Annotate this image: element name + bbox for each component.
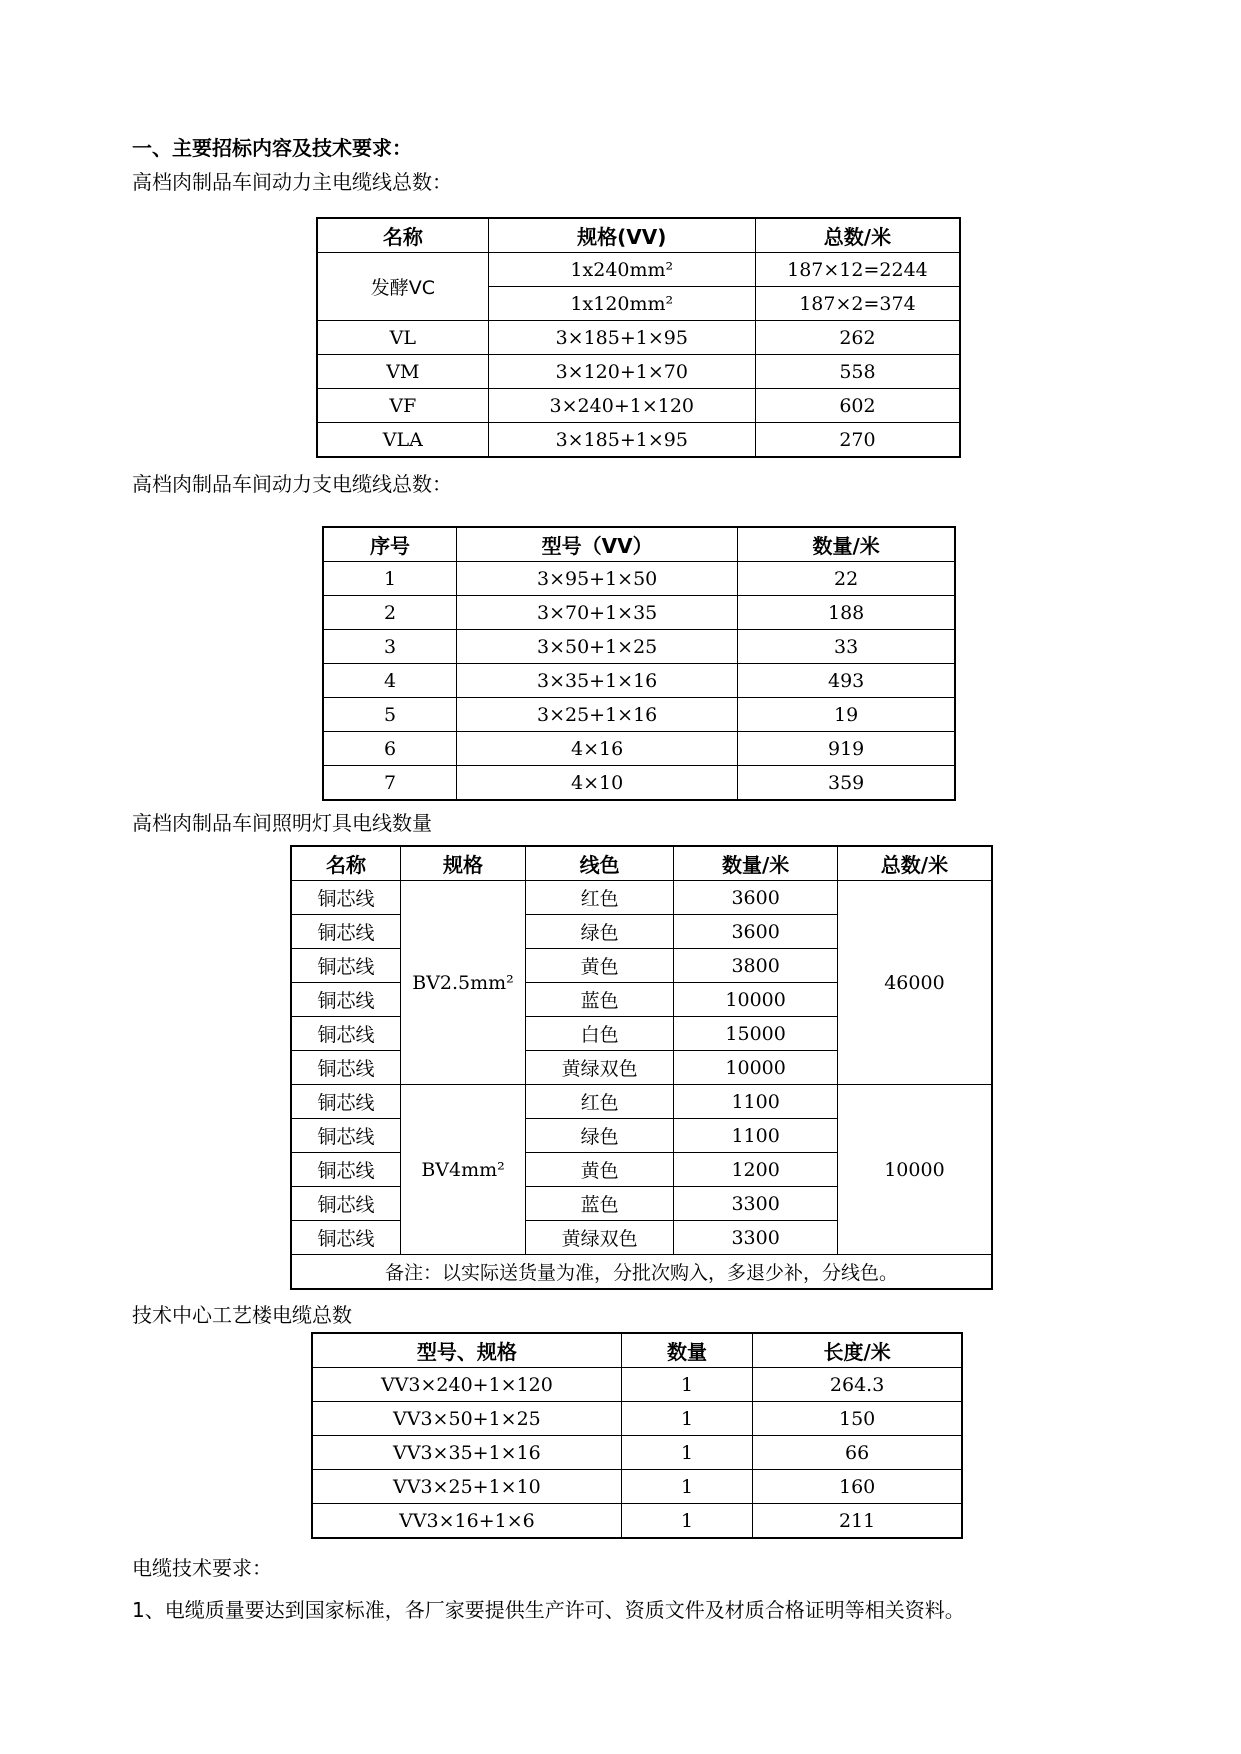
spec-cell: 3×240+1×120 [488, 389, 755, 423]
name-cell: 铜芯线 [291, 983, 401, 1017]
main-cable-table [316, 217, 961, 458]
section-heading: 一、主要招标内容及技术要求： [132, 136, 412, 160]
header-qty: 数量 [621, 1333, 752, 1368]
qty-cell: 919 [738, 732, 955, 766]
table-row [317, 253, 960, 287]
name-cell: 铜芯线 [291, 1153, 401, 1187]
color-cell: 蓝色 [525, 1187, 673, 1221]
name-cell: 铜芯线 [291, 949, 401, 983]
color-cell: 黄色 [525, 949, 673, 983]
qty-cell: 33 [738, 630, 955, 664]
qty-cell: 22 [738, 562, 955, 596]
table-row [317, 389, 960, 423]
color-cell: 黄绿双色 [525, 1221, 673, 1255]
qty-cell: 1 [621, 1504, 752, 1539]
name-cell: 铜芯线 [291, 1221, 401, 1255]
color-cell: 绿色 [525, 915, 673, 949]
qty-cell: 10000 [674, 983, 838, 1017]
qty-cell: 3300 [674, 1221, 838, 1255]
table-row [317, 423, 960, 458]
table-row [323, 562, 955, 596]
qty-cell: 1 [621, 1470, 752, 1504]
header-model: 型号、规格 [312, 1333, 621, 1368]
note-row [291, 1255, 992, 1290]
no-cell: 2 [323, 596, 457, 630]
table-row [323, 664, 955, 698]
total-cell: 187×2=374 [755, 287, 960, 321]
color-cell: 绿色 [525, 1119, 673, 1153]
length-cell: 264.3 [753, 1368, 962, 1402]
model-cell: VV3×35+1×16 [312, 1436, 621, 1470]
model-cell: 3×35+1×16 [457, 664, 738, 698]
spec-cell: 3×185+1×95 [488, 423, 755, 458]
no-cell: 5 [323, 698, 457, 732]
table-row [312, 1368, 962, 1402]
model-cell: 3×25+1×16 [457, 698, 738, 732]
note-cell: 备注：以实际送货量为准，分批次购入，多退少补，分线色。 [291, 1255, 992, 1290]
name-cell: 铜芯线 [291, 1187, 401, 1221]
header-total: 总数/米 [837, 846, 992, 881]
header-name: 名称 [317, 218, 488, 253]
table-header-row [317, 218, 960, 253]
no-cell: 6 [323, 732, 457, 766]
length-cell: 211 [753, 1504, 962, 1539]
tech-item-1: 1、电缆质量要达到国家标准，各厂家要提供生产许可、资质文件及材质合格证明等相关资料。 [132, 1598, 965, 1622]
table-row [312, 1402, 962, 1436]
total-cell: 262 [755, 321, 960, 355]
qty-cell: 3300 [674, 1187, 838, 1221]
spec-cell: BV4mm² [401, 1085, 526, 1255]
model-cell: 4×10 [457, 766, 738, 801]
qty-cell: 1100 [674, 1085, 838, 1119]
total-cell: 46000 [837, 881, 992, 1085]
name-cell: VLA [317, 423, 488, 458]
no-cell: 3 [323, 630, 457, 664]
group-name-cell: 发酵VC [317, 253, 488, 321]
tech-heading: 电缆技术要求： [132, 1556, 272, 1580]
lighting-wire-table [290, 845, 993, 1290]
table-row [312, 1436, 962, 1470]
qty-cell: 1100 [674, 1119, 838, 1153]
header-qty: 数量/米 [674, 846, 838, 881]
length-cell: 66 [753, 1436, 962, 1470]
model-cell: VV3×16+1×6 [312, 1504, 621, 1539]
table4-caption: 技术中心工艺楼电缆总数 [132, 1303, 352, 1327]
no-cell: 7 [323, 766, 457, 801]
table-row [317, 321, 960, 355]
color-cell: 黄色 [525, 1153, 673, 1187]
model-cell: 4×16 [457, 732, 738, 766]
table-row [323, 596, 955, 630]
table-row [323, 732, 955, 766]
table-row [312, 1504, 962, 1539]
table2-caption: 高档肉制品车间动力支电缆线总数： [132, 472, 452, 496]
name-cell: VM [317, 355, 488, 389]
header-spec: 规格(VV) [488, 218, 755, 253]
model-cell: 3×50+1×25 [457, 630, 738, 664]
name-cell: 铜芯线 [291, 1017, 401, 1051]
qty-cell: 359 [738, 766, 955, 801]
color-cell: 红色 [525, 881, 673, 915]
name-cell: 铜芯线 [291, 1119, 401, 1153]
header-no: 序号 [323, 527, 457, 562]
tech-center-cable-table [311, 1332, 963, 1539]
spec-cell: BV2.5mm² [401, 881, 526, 1085]
table-header-row [312, 1333, 962, 1368]
qty-cell: 3600 [674, 915, 838, 949]
name-cell: 铜芯线 [291, 1051, 401, 1085]
table1-caption: 高档肉制品车间动力主电缆线总数： [132, 170, 452, 194]
header-qty: 数量/米 [738, 527, 955, 562]
table-row [291, 1085, 992, 1119]
name-cell: 铜芯线 [291, 1085, 401, 1119]
branch-cable-table [322, 526, 956, 801]
spec-cell: 3×185+1×95 [488, 321, 755, 355]
model-cell: 3×95+1×50 [457, 562, 738, 596]
table3-caption: 高档肉制品车间照明灯具电线数量 [132, 811, 432, 835]
table-row [312, 1470, 962, 1504]
total-cell: 270 [755, 423, 960, 458]
qty-cell: 3600 [674, 881, 838, 915]
table-row [323, 698, 955, 732]
table-header-row [291, 846, 992, 881]
name-cell: VF [317, 389, 488, 423]
no-cell: 1 [323, 562, 457, 596]
spec-cell: 1x120mm² [488, 287, 755, 321]
table-row [323, 630, 955, 664]
qty-cell: 188 [738, 596, 955, 630]
header-color: 线色 [525, 846, 673, 881]
no-cell: 4 [323, 664, 457, 698]
name-cell: 铜芯线 [291, 881, 401, 915]
total-cell: 10000 [837, 1085, 992, 1255]
total-cell: 602 [755, 389, 960, 423]
name-cell: VL [317, 321, 488, 355]
name-cell: 铜芯线 [291, 915, 401, 949]
spec-cell: 3×120+1×70 [488, 355, 755, 389]
length-cell: 160 [753, 1470, 962, 1504]
table-row [323, 766, 955, 801]
color-cell: 红色 [525, 1085, 673, 1119]
total-cell: 558 [755, 355, 960, 389]
header-model: 型号（VV） [457, 527, 738, 562]
table-header-row [323, 527, 955, 562]
header-total: 总数/米 [755, 218, 960, 253]
color-cell: 黄绿双色 [525, 1051, 673, 1085]
qty-cell: 1 [621, 1368, 752, 1402]
model-cell: VV3×50+1×25 [312, 1402, 621, 1436]
model-cell: 3×70+1×35 [457, 596, 738, 630]
qty-cell: 1 [621, 1436, 752, 1470]
color-cell: 白色 [525, 1017, 673, 1051]
qty-cell: 3800 [674, 949, 838, 983]
qty-cell: 493 [738, 664, 955, 698]
table-row [291, 881, 992, 915]
length-cell: 150 [753, 1402, 962, 1436]
qty-cell: 19 [738, 698, 955, 732]
header-name: 名称 [291, 846, 401, 881]
table-row [317, 355, 960, 389]
header-length: 长度/米 [753, 1333, 962, 1368]
color-cell: 蓝色 [525, 983, 673, 1017]
model-cell: VV3×25+1×10 [312, 1470, 621, 1504]
model-cell: VV3×240+1×120 [312, 1368, 621, 1402]
qty-cell: 15000 [674, 1017, 838, 1051]
qty-cell: 10000 [674, 1051, 838, 1085]
qty-cell: 1 [621, 1402, 752, 1436]
spec-cell: 1x240mm² [488, 253, 755, 287]
header-spec: 规格 [401, 846, 526, 881]
qty-cell: 1200 [674, 1153, 838, 1187]
total-cell: 187×12=2244 [755, 253, 960, 287]
